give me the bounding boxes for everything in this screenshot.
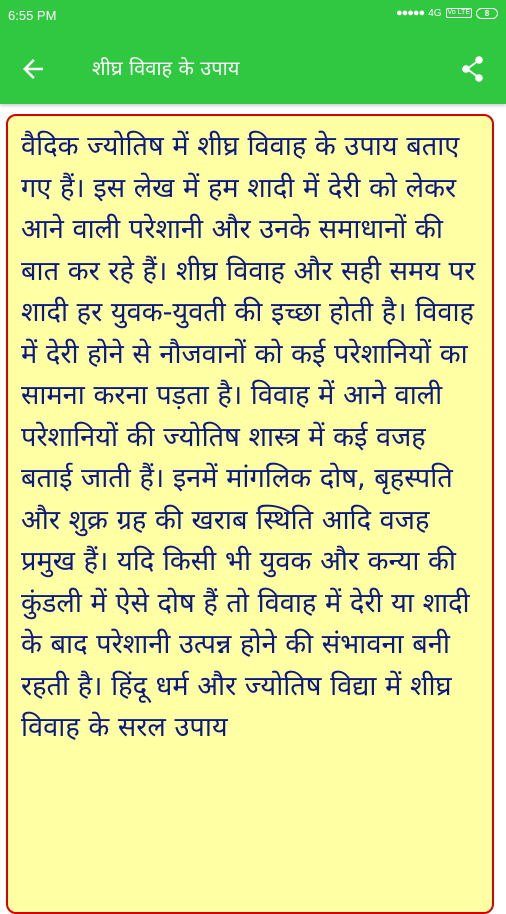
volte-icon: Vo LTE	[447, 9, 470, 16]
back-button[interactable]	[18, 54, 48, 84]
article-text: वैदिक ज्योतिष में शीघ्र विवाह के उपाय बताए गए हैं। इस लेख में हम शादी में देरी को लेकर आने वाली परेशानी और उनके समाधानों की बात कर रहे हैं। शीघ्र विवाह और सही समय पर शादी हर युवक-युवती की इच्छा होती है। विवाह में देरी होने से नौजवानों को कई परेशानियों का सामना करना पड़ता है। विवाह में आने वाली परेशानियों की ज्योतिष शास्त्र में कई वजह बताई जाती हैं। इनमें मांगलिक दोष, बृहस्पति और शुक्र ग्रह की खराब स्थिति आदि वजह प्रमुख हैं। यदि किसी भी युवक और कन्या की कुंडली में ऐसे दोष हैं तो विवाह में देरी या शादी के बाद परेशानी उत्पन्न होने की संभावना बनी रहती है। हिंदू धर्म और ज्योतिष विद्या में शीघ्र विवाह के सरल उपाय	[21, 131, 476, 743]
network-type: 4G	[428, 7, 442, 19]
status-time: 6:55 PM	[8, 8, 57, 23]
status-indicators	[396, 7, 498, 19]
article-card	[6, 114, 494, 914]
battery-level: 8	[484, 8, 490, 18]
signal-icon: ●●●●●	[395, 7, 425, 19]
share-icon	[458, 54, 488, 84]
battery-icon	[476, 8, 498, 19]
arrow-left-icon	[18, 54, 48, 84]
app-bar	[0, 32, 506, 104]
status-bar	[0, 0, 506, 32]
page-title: शीघ्र विवाह के उपाय	[92, 56, 240, 80]
share-button[interactable]	[458, 54, 488, 84]
